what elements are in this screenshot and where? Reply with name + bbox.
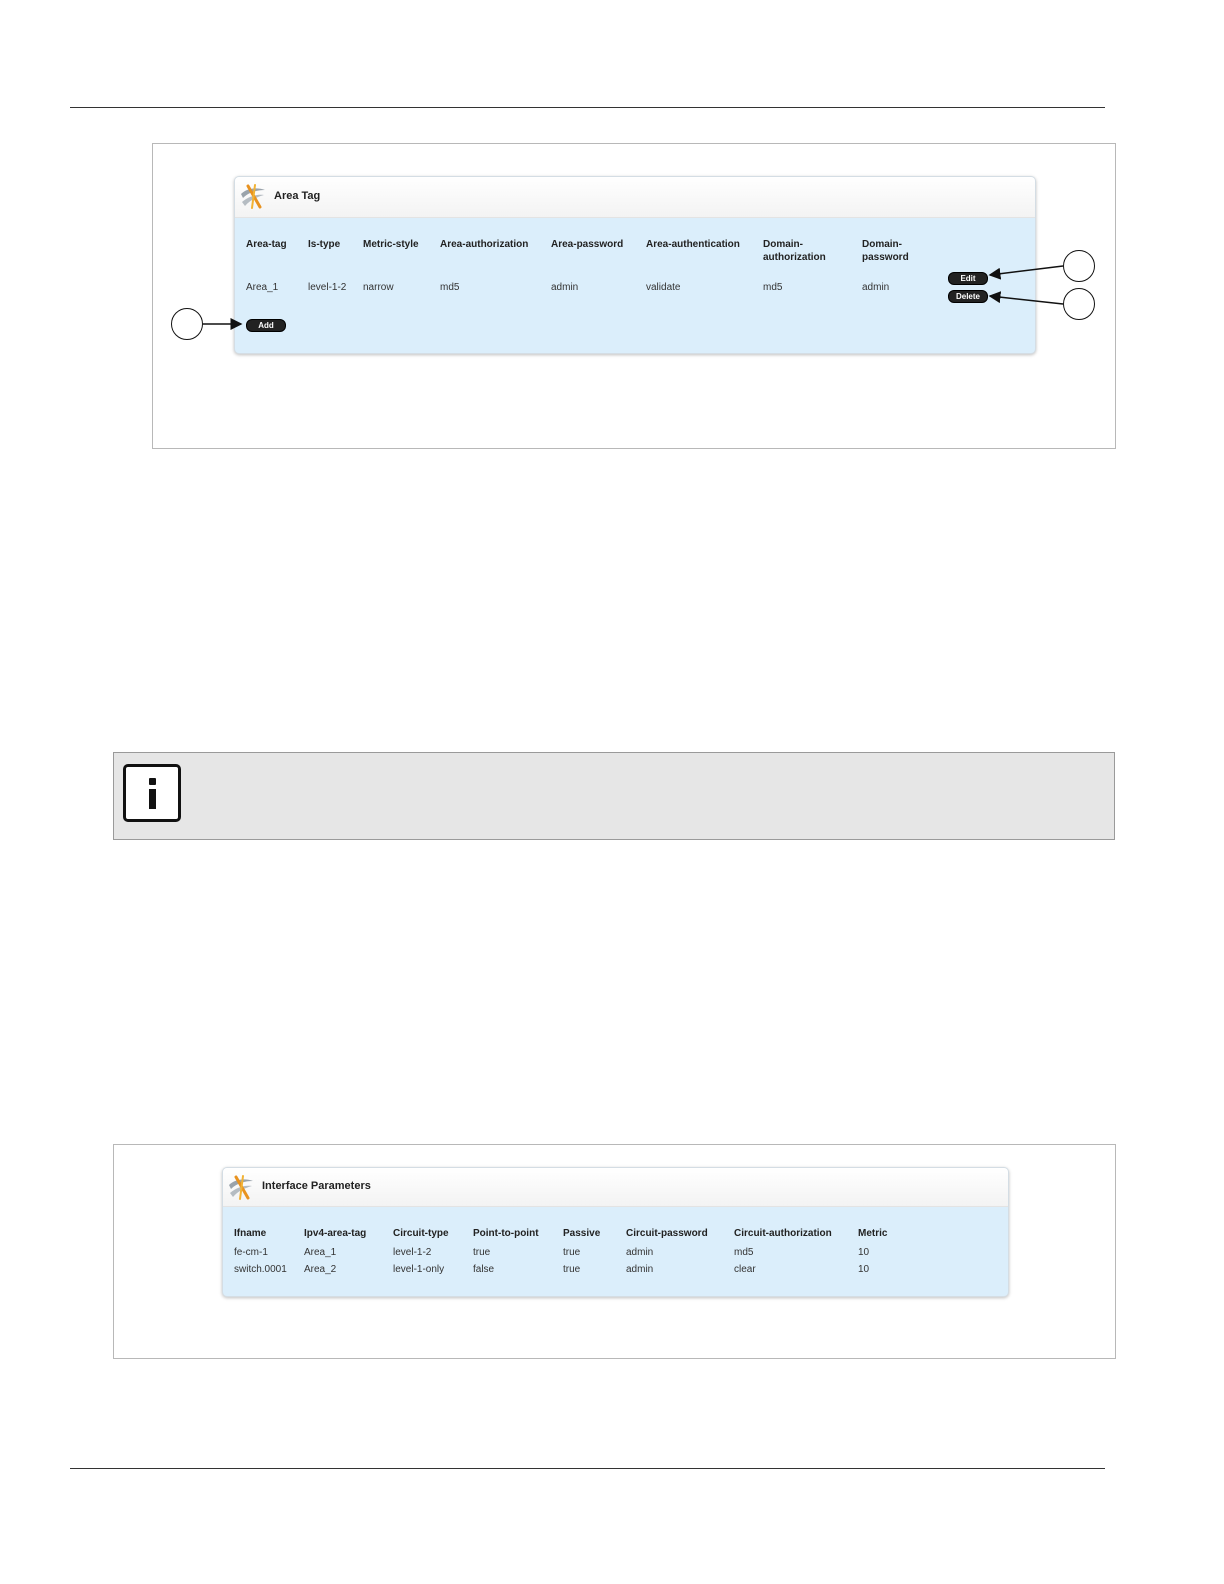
note-box bbox=[113, 752, 1115, 840]
table-row-cell: 10 bbox=[858, 1247, 870, 1258]
table-row-cell: clear bbox=[734, 1264, 756, 1275]
cell-domain-password: admin bbox=[862, 282, 890, 293]
area-tag-panel-title: Area Tag bbox=[274, 190, 321, 202]
col-circuit-password: Circuit-password bbox=[626, 1228, 708, 1239]
col-metric: Metric bbox=[858, 1228, 888, 1239]
table-row-cell: 10 bbox=[858, 1264, 870, 1275]
col-domain-password: Domain- password bbox=[862, 239, 909, 263]
col-circuit-type: Circuit-type bbox=[393, 1228, 449, 1239]
table-row-cell: admin bbox=[626, 1247, 654, 1258]
col-area-authentication: Area-authentication bbox=[646, 239, 740, 250]
cell-domain-authorization: md5 bbox=[763, 282, 783, 293]
col-metric-style: Metric-style bbox=[363, 239, 419, 250]
edit-arrow bbox=[990, 266, 1063, 275]
cell-area-tag: Area_1 bbox=[246, 282, 279, 293]
delete-arrow bbox=[990, 296, 1063, 304]
table-row-cell: level-1-only bbox=[393, 1264, 445, 1275]
ruggedcom-logo-icon bbox=[227, 1173, 255, 1201]
cell-area-authentication: validate bbox=[646, 282, 681, 293]
footer-rule bbox=[70, 1468, 1105, 1469]
table-row-cell: md5 bbox=[734, 1247, 754, 1258]
table-row-cell: admin bbox=[626, 1264, 654, 1275]
table-row-cell: Area_2 bbox=[304, 1264, 337, 1275]
col-circuit-authorization: Circuit-authorization bbox=[734, 1228, 832, 1239]
col-domain-authorization: Domain- authorization bbox=[763, 239, 826, 263]
interface-parameters-figure bbox=[113, 1144, 1116, 1359]
info-icon bbox=[123, 764, 181, 822]
table-row-cell: level-1-2 bbox=[393, 1247, 432, 1258]
table-row-cell: true bbox=[473, 1247, 491, 1258]
edit-button[interactable]: Edit bbox=[948, 272, 988, 285]
interface-parameters-panel bbox=[222, 1167, 1009, 1297]
cell-area-password: admin bbox=[551, 282, 579, 293]
interface-panel-header bbox=[223, 1168, 1008, 1207]
col-area-password: Area-password bbox=[551, 239, 624, 250]
table-row-cell: fe-cm-1 bbox=[234, 1247, 268, 1258]
col-is-type: Is-type bbox=[308, 239, 341, 250]
cell-is-type: level-1-2 bbox=[308, 282, 347, 293]
table-row-cell: true bbox=[563, 1264, 581, 1275]
col-area-tag: Area-tag bbox=[246, 239, 287, 250]
table-row-cell: true bbox=[563, 1247, 581, 1258]
table-row-cell: switch.0001 bbox=[234, 1264, 287, 1275]
col-area-authorization: Area-authorization bbox=[440, 239, 529, 250]
add-button[interactable]: Add bbox=[246, 319, 286, 332]
col-passive: Passive bbox=[563, 1228, 601, 1239]
cell-metric-style: narrow bbox=[363, 282, 394, 293]
col-ifname: Ifname bbox=[234, 1228, 267, 1239]
col-point-to-point: Point-to-point bbox=[473, 1228, 539, 1239]
cell-area-authorization: md5 bbox=[440, 282, 460, 293]
col-ipv4-area-tag: Ipv4-area-tag bbox=[304, 1228, 367, 1239]
table-row-cell: false bbox=[473, 1264, 495, 1275]
interface-panel-title: Interface Parameters bbox=[262, 1180, 371, 1192]
table-row-cell: Area_1 bbox=[304, 1247, 337, 1258]
delete-button[interactable]: Delete bbox=[948, 290, 988, 303]
